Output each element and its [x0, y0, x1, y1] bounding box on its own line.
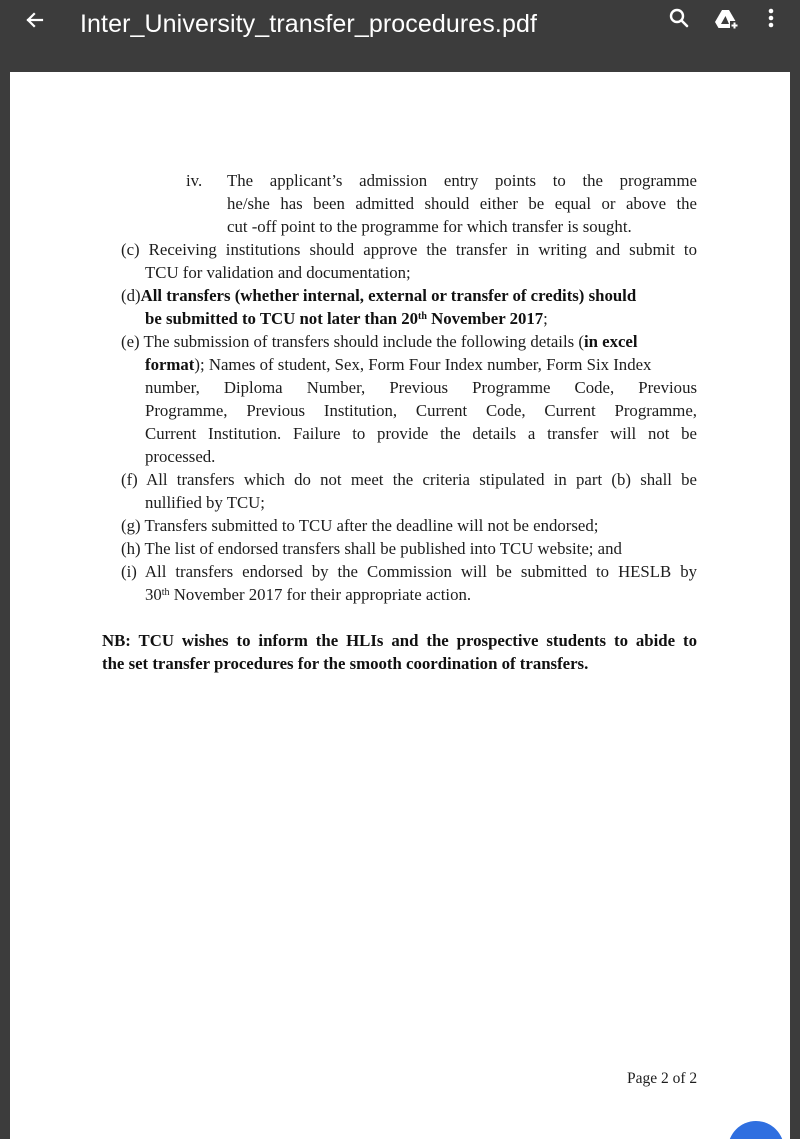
item-i-line-2 [145, 583, 471, 606]
item-i-sup: th [161, 587, 170, 598]
item-d-deadline-text: be submitted to TCU not later than 20 [145, 309, 419, 328]
page-number: Page 2 of 2 [627, 1070, 698, 1087]
drive-add-icon[interactable] [714, 6, 740, 32]
list-marker-iv: iv. [186, 171, 203, 190]
search-icon[interactable] [667, 6, 693, 32]
file-title: Inter_University_transfer_procedures.pdf [80, 10, 538, 38]
item-g-line: (g) Transfers submitted to TCU after the deadline will not be endorsed; [121, 516, 599, 535]
nb-text-2: the set transfer procedures for the smooth coordination of transfers. [102, 654, 589, 673]
nb-text-1: NB: TCU wishes to inform the HLIs and the prospective students to abide to [102, 631, 697, 650]
item-f-line-1: (f) All transfers which do not meet the criteria stipulated in part (b) shall be [121, 470, 697, 489]
item-i-line-1: (i) All transfers endorsed by the Commission will be submitted to HESLB by [121, 562, 697, 581]
item-e-line-3: number, Diploma Number, Previous Programme Code, Previous [145, 378, 697, 397]
item-d-deadline-date: November 2017 [426, 309, 544, 328]
nb-line-1 [102, 629, 697, 652]
item-c-line-2: TCU for validation and documentation; [145, 263, 411, 282]
list-marker-d: (d) [121, 286, 141, 305]
item-h-line: (h) The list of endorsed transfers shall be published into TCU website; and [121, 539, 622, 558]
item-e-bold-format: format [145, 355, 195, 374]
nb-line-2 [102, 652, 588, 675]
item-e-line-2 [145, 353, 651, 376]
top-app-bar [0, 0, 800, 64]
item-d-semicolon: ; [543, 309, 548, 328]
item-c-line-1: (c) Receiving institutions should approve the transfer in writing and submit to [121, 240, 697, 259]
arrow-back-icon[interactable] [22, 6, 52, 34]
item-e-line-4: Programme, Previous Institution, Current Code, Current Programme, [145, 401, 697, 420]
item-f-line-2: nullified by TCU; [145, 493, 265, 512]
item-e-line-5: Current Institution. Failure to provide the details a transfer will not be [145, 424, 697, 443]
item-d-sup: th [418, 311, 427, 322]
item-e-line-6: processed. [145, 447, 216, 466]
item-e-bold-excel: in excel [583, 332, 638, 351]
item-d-line-2 [145, 307, 548, 330]
pdf-page[interactable] [10, 72, 790, 1139]
item-d-bold-text: All transfers (whether internal, external or transfer of credits) should [140, 286, 637, 305]
item-iv-line-3: cut -off point to the programme for which transfer is sought. [227, 217, 632, 236]
item-e-line-1 [121, 330, 638, 353]
more-vert-icon[interactable] [758, 6, 784, 32]
item-e-fields: ); Names of student, Sex, Form Four Index number, Form Six Index [194, 355, 652, 374]
item-iv-line-1: The applicant’s admission entry points to the programme [227, 171, 697, 190]
item-i-date-rest: November 2017 for their appropriate action. [169, 585, 472, 604]
item-iv-line-2: he/she has been admitted should either be equal or above the [227, 194, 697, 213]
item-i-date-day: 30 [145, 585, 162, 604]
item-d-line-1 [121, 284, 636, 307]
item-e-intro: (e) The submission of transfers should include the following details ( [121, 332, 584, 351]
